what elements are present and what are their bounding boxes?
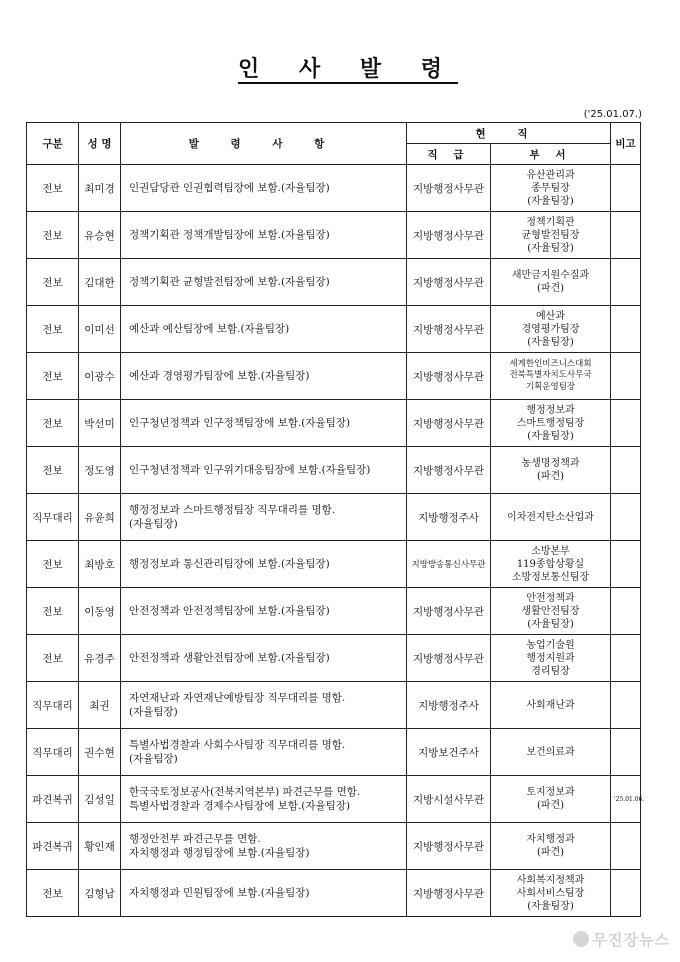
department-cell-line: 세계한인비즈니스대회: [509, 359, 592, 370]
name-cell: 이광수: [79, 353, 121, 400]
department-cell-line: 안전정책과: [526, 592, 575, 604]
details-cell: [121, 635, 407, 682]
department-cell-line: 이차전지탄소산업과: [507, 511, 594, 523]
category-cell: 전보: [27, 588, 79, 635]
category-cell: 전보: [27, 353, 79, 400]
details-cell-line: 행정정보과 통신관리팀장에 보함.(자율팀장): [129, 557, 330, 570]
details-cell-line: (자율팀장): [129, 706, 178, 718]
department-cell-line: 유산관리과: [526, 169, 575, 181]
name-cell: 이미선: [79, 306, 121, 353]
department-cell: [491, 306, 611, 353]
details-cell: [121, 729, 407, 776]
details-cell-line: 인권담당관 인권협력팀장에 보함.(자율팀장): [129, 181, 330, 194]
department-cell-line: 농생명정책과: [521, 458, 580, 469]
category-cell: 전보: [27, 259, 79, 306]
remarks-cell: '25.01.06.: [611, 776, 641, 823]
rank-cell: 지방행정사무관: [407, 353, 491, 400]
header-department: 부 서: [491, 144, 611, 165]
name-cell: 이동영: [79, 588, 121, 635]
remarks-cell: [611, 541, 641, 588]
department-cell: [491, 447, 611, 494]
category-cell: 전보: [27, 447, 79, 494]
department-cell-line: 전북특별자치도사무국: [509, 370, 592, 381]
details-cell: [121, 400, 407, 447]
details-cell-line: 예산과 예산팀장에 보함.(자율팀장): [129, 322, 290, 335]
remarks-cell: [611, 823, 641, 870]
details-cell: [121, 165, 407, 212]
department-cell-line: 스마트행정팀장: [516, 417, 585, 429]
table-row: [27, 729, 641, 776]
category-cell: 전보: [27, 306, 79, 353]
remarks-cell: [611, 353, 641, 400]
rank-cell: 지방행정사무관: [407, 635, 491, 682]
rank-cell: 지방행정사무관: [407, 447, 491, 494]
rank-cell: 지방행정사무관: [407, 259, 491, 306]
category-cell: 직무대리: [27, 729, 79, 776]
name-cell: 권수현: [79, 729, 121, 776]
remarks-cell: [611, 870, 641, 917]
rank-cell: 지방행정사무관: [407, 212, 491, 259]
details-cell: [121, 776, 407, 823]
name-cell: 유윤희: [79, 494, 121, 541]
department-cell-line: 예산과: [536, 310, 565, 322]
table-row: [27, 306, 641, 353]
category-cell: 전보: [27, 541, 79, 588]
details-cell: [121, 306, 407, 353]
details-cell: [121, 588, 407, 635]
issue-date: ('25.01.07.): [583, 109, 642, 120]
department-cell: [491, 823, 611, 870]
name-cell: 김성일: [79, 776, 121, 823]
department-cell-line: 정책기획관: [526, 216, 575, 228]
details-cell-line: (자율팀장): [129, 753, 178, 765]
details-cell-line: 정책기획관 정책개발팀장에 보함.(자율팀장): [129, 228, 330, 241]
department-cell-line: 새만금지원수질과: [511, 270, 590, 281]
name-cell: 최미경: [79, 165, 121, 212]
department-cell: [491, 776, 611, 823]
name-cell: 김대한: [79, 259, 121, 306]
page-title: 인 사 발 령: [238, 56, 458, 82]
rank-cell: 지방행정주사: [407, 682, 491, 729]
personnel-table: [26, 122, 645, 917]
header-remarks: 비고: [611, 123, 641, 165]
department-cell-line: (자율팀장): [527, 430, 574, 442]
department-cell-line: 생활안전팀장: [521, 605, 580, 617]
department-cell-line: (자율팀장): [527, 195, 574, 207]
category-cell: 전보: [27, 870, 79, 917]
name-cell: 김형남: [79, 870, 121, 917]
department-cell-line: 경영평가팀장: [521, 323, 580, 335]
department-cell: [491, 682, 611, 729]
category-cell: 전보: [27, 400, 79, 447]
table-row: [27, 353, 641, 400]
department-cell-line: 행정지원과: [526, 652, 575, 664]
remarks-cell: [611, 635, 641, 682]
details-cell-line: 인구청년정책과 인구위기대응팀장에 보함.(자율팀장): [129, 463, 371, 476]
header-details: 발 령 사 항: [121, 123, 407, 165]
details-cell-line: 자치행정과 행정팀장에 보함.(자율팀장): [129, 847, 310, 859]
department-cell-line: 토지정보과: [526, 787, 575, 798]
details-cell: [121, 353, 407, 400]
details-cell-line: 자연재난과 자연재난예방팀장 직무대리를 명함.: [129, 691, 346, 704]
rank-cell: 지방행정사무관: [407, 588, 491, 635]
department-cell-line: 119종합상황실: [516, 558, 585, 570]
department-cell-line: 소방본부: [531, 545, 570, 557]
details-cell-line: 인구청년정책과 인구정책팀장에 보함.(자율팀장): [129, 416, 351, 429]
name-cell: 정도영: [79, 447, 121, 494]
details-cell-line: 특별사법경찰과 경제수사팀장에 보함.(자율팀장): [129, 800, 351, 812]
table-row: [27, 447, 641, 494]
details-cell: [121, 682, 407, 729]
rank-cell: 지방행정사무관: [407, 400, 491, 447]
remarks-cell: [611, 588, 641, 635]
rank-cell: 지방행정주사: [407, 494, 491, 541]
department-cell: [491, 259, 611, 306]
table-row: [27, 259, 641, 306]
remarks-cell: [611, 729, 641, 776]
watermark-logo: 무진장뉴스: [573, 929, 670, 950]
remarks-cell: [611, 682, 641, 729]
details-cell-line: 안전정책과 안전정책팀장에 보함.(자율팀장): [129, 604, 330, 617]
department-cell-line: (자율팀장): [527, 900, 574, 912]
department-cell-line: 자치행정과: [526, 834, 575, 845]
department-cell: [491, 870, 611, 917]
header-name: 성 명: [79, 123, 121, 165]
table-row: [27, 823, 641, 870]
department-cell-line: (파견): [536, 800, 565, 811]
table-row: [27, 212, 641, 259]
department-cell-line: 행정정보과: [526, 404, 575, 416]
remarks-cell: [611, 306, 641, 353]
details-cell: [121, 212, 407, 259]
table-row: [27, 776, 641, 823]
category-cell: 전보: [27, 212, 79, 259]
header-current: 현 직: [407, 123, 611, 144]
table-row: [27, 682, 641, 729]
table-row: [27, 870, 641, 917]
table-row: [27, 635, 641, 682]
header-rank: 직 급: [407, 144, 491, 165]
details-cell-line: 정책기획관 균형발전팀장에 보함.(자율팀장): [129, 275, 330, 288]
remarks-cell: [611, 259, 641, 306]
details-cell-line: 예산과 경영평가팀장에 보함.(자율팀장): [129, 369, 310, 382]
rank-cell: 지방행정사무관: [407, 165, 491, 212]
name-cell: 유승현: [79, 212, 121, 259]
department-cell-line: (파견): [536, 283, 565, 294]
category-cell: 전보: [27, 165, 79, 212]
department-cell: [491, 635, 611, 682]
remarks-cell: [611, 212, 641, 259]
logo-icon: [573, 931, 589, 947]
rank-cell: 지방행정사무관: [407, 823, 491, 870]
details-cell: [121, 259, 407, 306]
department-cell-line: (파견): [536, 847, 565, 858]
name-cell: 최권: [79, 682, 121, 729]
department-cell-line: (파견): [536, 471, 565, 482]
department-cell: [491, 400, 611, 447]
rank-cell: 지방방송통신사무관: [407, 541, 491, 588]
department-cell-line: 경리팀장: [531, 665, 570, 677]
category-cell: 파견복귀: [27, 823, 79, 870]
table-row: [27, 165, 641, 212]
rank-cell: 지방보건주사: [407, 729, 491, 776]
remarks-cell: [611, 165, 641, 212]
department-cell-line: 균형발전팀장: [521, 229, 580, 241]
table-row: [27, 588, 641, 635]
details-cell: [121, 823, 407, 870]
department-cell: [491, 729, 611, 776]
remarks-cell: [611, 400, 641, 447]
remarks-cell: [611, 494, 641, 541]
details-cell-line: (자율팀장): [129, 518, 178, 530]
department-cell-line: 사회재난과: [526, 699, 575, 711]
department-cell: [491, 588, 611, 635]
department-cell-line: (자율팀장): [527, 618, 574, 630]
department-cell-line: 기획운영팀장: [525, 381, 576, 392]
department-cell-line: 종무팀장: [531, 182, 570, 194]
department-cell: [491, 494, 611, 541]
details-cell: [121, 870, 407, 917]
department-cell-line: 소방정보통신팀장: [511, 571, 590, 583]
table-row: [27, 494, 641, 541]
rank-cell: 지방시설사무관: [407, 776, 491, 823]
department-cell-line: 농업기술원: [526, 639, 575, 651]
details-cell-line: 안전정책과 생활안전팀장에 보함.(자율팀장): [129, 651, 330, 664]
department-cell: [491, 353, 611, 400]
department-cell: [491, 212, 611, 259]
rank-cell: 지방행정사무관: [407, 870, 491, 917]
details-cell-line: 특별사법경찰과 사회수사팀장 직무대리를 명함.: [129, 738, 346, 751]
details-cell-line: 행정안전부 파견근무를 면함.: [129, 832, 261, 845]
name-cell: 황인재: [79, 823, 121, 870]
details-cell-line: 자치행정과 민원팀장에 보함.(자율팀장): [129, 886, 310, 899]
category-cell: 직무대리: [27, 494, 79, 541]
remarks-cell: [611, 447, 641, 494]
category-cell: 파견복귀: [27, 776, 79, 823]
rank-cell: 지방행정사무관: [407, 306, 491, 353]
category-cell: 전보: [27, 635, 79, 682]
details-cell: [121, 447, 407, 494]
name-cell: 박선미: [79, 400, 121, 447]
table-row: [27, 541, 641, 588]
header-category: 구분: [27, 123, 79, 165]
table-row: [27, 400, 641, 447]
department-cell-line: (자율팀장): [527, 242, 574, 254]
name-cell: 최방호: [79, 541, 121, 588]
details-cell-line: 한국국토정보공사(전북지역본부) 파견근무를 면함.: [129, 785, 361, 798]
name-cell: 유경주: [79, 635, 121, 682]
details-cell: [121, 541, 407, 588]
department-cell-line: 보건의료과: [526, 746, 575, 758]
department-cell-line: (자율팀장): [527, 336, 574, 348]
details-cell-line: 행정정보과 스마트행정팀장 직무대리를 명함.: [129, 503, 336, 516]
department-cell-line: 사회서비스팀장: [516, 887, 585, 899]
department-cell-line: 사회복지정책과: [516, 874, 585, 886]
category-cell: 직무대리: [27, 682, 79, 729]
department-cell: [491, 165, 611, 212]
department-cell: [491, 541, 611, 588]
details-cell: [121, 494, 407, 541]
